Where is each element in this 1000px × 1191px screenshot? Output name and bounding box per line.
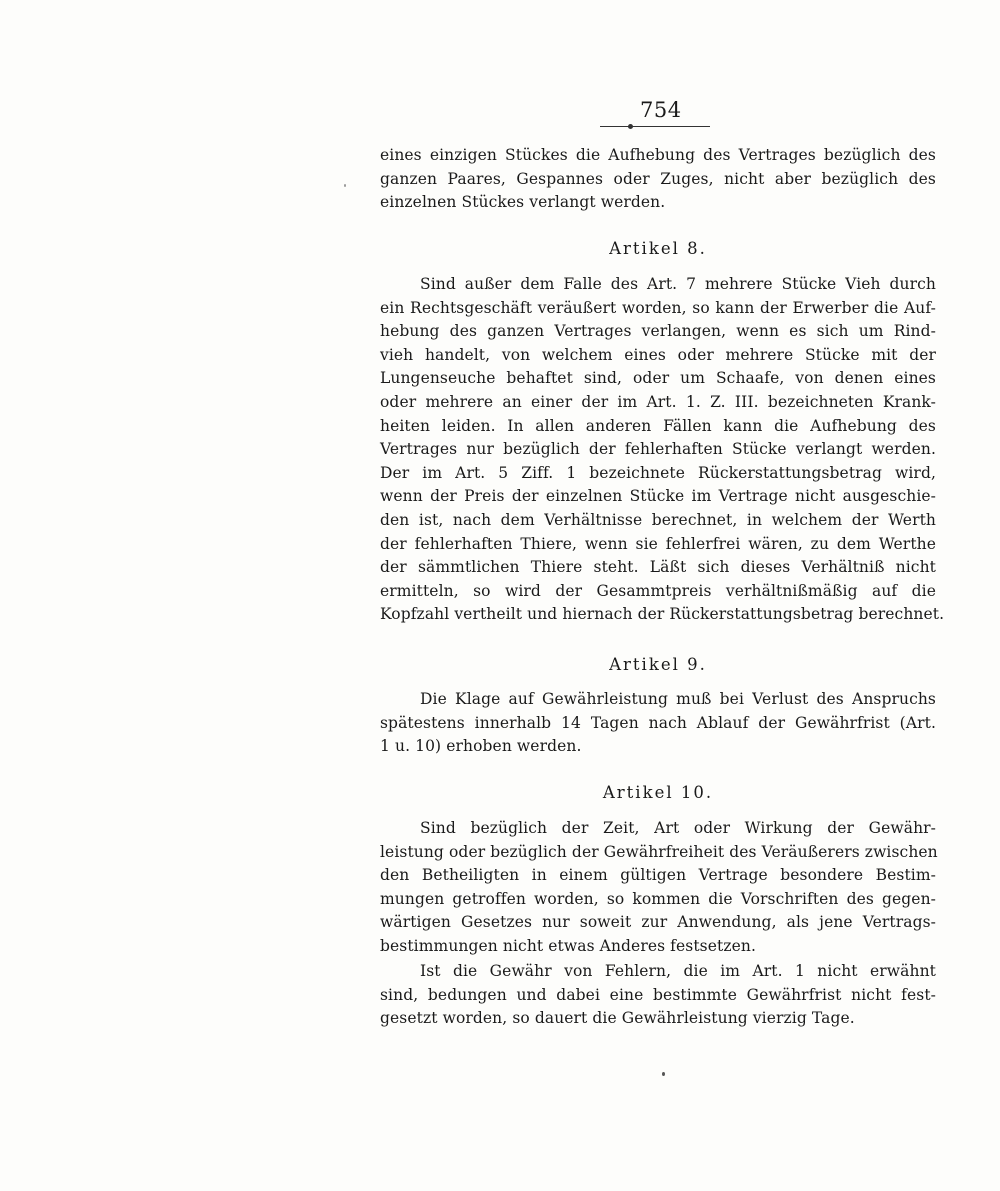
article-10-second-paragraph (380, 960, 936, 1031)
text-line: Lungenseuche behaftet sind, oder um Schaafe, von denen eines (380, 369, 936, 388)
article-heading: Artikel 9. (609, 655, 707, 674)
page-number: 754 (640, 98, 682, 122)
ink-speck (662, 1072, 665, 1076)
text-line: der fehlerhaften Thiere, wenn sie fehlerfrei wären, zu dem Werthe (380, 534, 936, 553)
article-10-heading-block (380, 780, 936, 806)
text-line: leistung oder bezüglich der Gewährfreiheit des Veräußerers zwischen (380, 842, 938, 861)
text-line: mungen getroffen worden, so kommen die Vorschriften des gegen- (380, 889, 936, 908)
article-10-paragraph (380, 817, 936, 959)
text-line: einzelnen Stückes verlangt werden. (380, 193, 666, 212)
text-line: ganzen Paares, Gespannes oder Zuges, nicht aber bezüglich des (380, 169, 936, 188)
text-line: heiten leiden. In allen anderen Fällen kann die Aufhebung des (380, 416, 936, 435)
text-line: spätestens innerhalb 14 Tagen nach Ablauf der Gewährfrist (Art. (380, 713, 936, 732)
text-line: ermitteln, so wird der Gesammtpreis verhältnißmäßig auf die (380, 581, 936, 600)
header-rule-mark (628, 124, 633, 129)
text-line: Kopfzahl vertheilt und hiernach der Rückerstattungsbetrag berechnet. (380, 605, 945, 624)
article-9-heading-block (380, 652, 936, 678)
text-line: ein Rechtsgeschäft veräußert worden, so kann der Erwerber die Auf- (380, 298, 936, 317)
text-line: eines einzigen Stückes die Aufhebung des Vertrages bezüglich des (380, 146, 936, 164)
article-8-paragraph (380, 273, 945, 627)
text-line: sind, bedungen und dabei eine bestimmte Gewährfrist nicht fest- (380, 985, 936, 1004)
paragraph-continuation (380, 144, 936, 215)
article-8-heading-block (380, 236, 936, 262)
text-line: der sämmtlichen Thiere steht. Läßt sich dieses Verhältniß nicht (380, 558, 936, 577)
text-line: den ist, nach dem Verhältnisse berechnet, in welchem der Werth (380, 510, 936, 529)
text-line: bestimmungen nicht etwas Anderes festsetzen. (380, 936, 756, 955)
text-line: oder mehrere an einer der im Art. 1. Z. III. bezeichneten Krank- (380, 392, 936, 411)
text-line: Sind außer dem Falle des Art. 7 mehrere Stücke Vieh durch (420, 275, 936, 293)
article-heading: Artikel 8. (609, 239, 707, 258)
text-line: Der im Art. 5 Ziff. 1 bezeichnete Rückerstattungsbetrag wird, (380, 463, 936, 482)
text-line: wärtigen Gesetzes nur soweit zur Anwendung, als jene Vertrags- (380, 913, 936, 932)
text-line: Sind bezüglich der Zeit, Art oder Wirkung der Gewähr- (420, 819, 936, 837)
text-line: Ist die Gewähr von Fehlern, die im Art. 1 nicht erwähnt (420, 962, 936, 980)
ink-speck (344, 184, 346, 187)
article-9-paragraph (380, 688, 936, 759)
text-line: 1 u. 10) erhoben werden. (380, 737, 582, 756)
text-line: Die Klage auf Gewährleistung muß bei Verlust des Anspruchs (420, 690, 936, 708)
text-line: hebung des ganzen Vertrages verlangen, wenn es sich um Rind- (380, 322, 936, 341)
text-line: wenn der Preis der einzelnen Stücke im Vertrage nicht ausgeschie- (380, 487, 936, 506)
text-line: vieh handelt, von welchem eines oder mehrere Stücke mit der (380, 345, 936, 364)
text-line: den Betheiligten in einem gültigen Vertrage besondere Bestim- (380, 866, 936, 885)
text-line: Vertrages nur bezüglich der fehlerhaften Stücke verlangt werden. (380, 440, 936, 459)
text-line: gesetzt worden, so dauert die Gewährleistung vierzig Tage. (380, 1009, 855, 1028)
article-heading: Artikel 10. (602, 783, 714, 802)
header-rule (600, 126, 710, 127)
